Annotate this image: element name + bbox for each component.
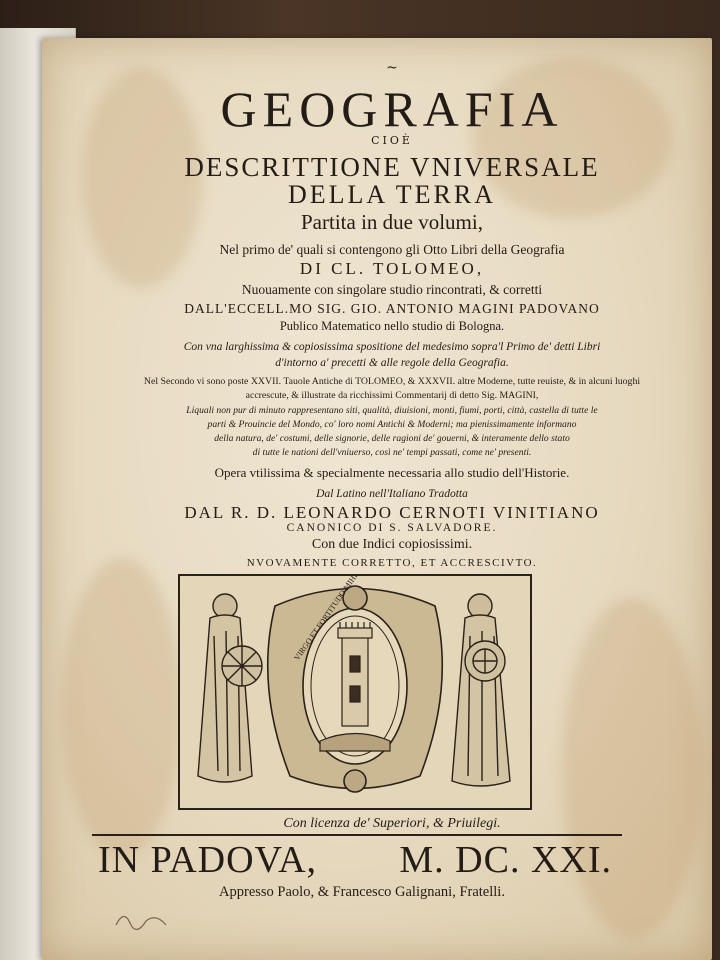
text-nel-primo: Nel primo de' quali si contengono gli Otto Libri della Geografia [219, 242, 565, 257]
imprint-printers: Appresso Paolo, & Francesco Galignani, Fratelli. [219, 884, 505, 900]
text-corretto: NVOVAMENTE CORRETTO, ET ACCRESCIVTO. [246, 557, 538, 569]
imprint-year: M. DC. XXI. [399, 839, 612, 881]
text-liquali-2: parti & Prouincie del Mondo, co' loro nomi Antichi & Moderni; ma pienissimamente informano [207, 419, 577, 430]
head-ornament: ~ [386, 60, 398, 76]
text-liquali-3: della natura, de' costumi, delle signorie, delle ragioni de' gouerni, & interamente dello stato [214, 433, 570, 444]
imprint-line [98, 838, 618, 882]
subtitle-cioe: CIOÈ [371, 134, 413, 147]
text-canonico: CANONICO DI S. SALVADORE. [286, 522, 498, 534]
text-partita: Partita in due volumi, [301, 210, 483, 234]
text-accrescute: accrescute, & illustrate da ricchissimi Commentarij di detto Sig. MAGINI, [245, 390, 539, 401]
subtitle-della-terra: DELLA TERRA [287, 180, 497, 209]
text-publico: Publico Matematico nello studio di Bologna. [279, 319, 505, 333]
cartouche-motto: VIRGO ET FORTITUDO MIHI [292, 576, 360, 663]
engraving-image [180, 576, 530, 808]
divider-rule [92, 834, 622, 836]
handwritten-signature [112, 905, 172, 935]
text-con-due: Con due Indici copiosissimi. [311, 537, 473, 552]
text-dintorno: d'intorno a' precetti & alle regole della Geografia. [275, 357, 509, 369]
printer-device-engraving [178, 574, 532, 810]
text-con-una: Con vna larghissima & copiosissima spositione del medesimo sopra'l Primo de' detti Libri [183, 341, 601, 353]
text-nuouamente: Nuouamente con singolare studio rincontrati, & corretti [241, 282, 543, 297]
stain [62, 558, 182, 858]
text-magini: DALL'ECCELL.MO SIG. GIO. ANTONIO MAGINI PADOVANO [184, 301, 600, 316]
text-liquali-4: di tutte le nationi dell'vniuerso, così ne' tempi passati, come ne' presenti. [252, 447, 532, 458]
signature-mark [112, 905, 172, 935]
text-liquali-1: Liquali non pur di minuto rappresentano siti, qualità, diuisioni, monti, fiumi, porti, città, castella di tutte le [186, 405, 598, 416]
subtitle-descrittione: DESCRITTIONE VNIVERSALE [184, 152, 600, 182]
page-title: GEOGRAFIA [220, 81, 564, 137]
text-secondo: Nel Secondo vi sono poste XXVII. Tauole Antiche di TOLOMEO, & XXXVII. altre Moderne, tutte reuiste, & in alcuni luoghi [143, 376, 641, 387]
text-dal-latino: Dal Latino nell'Italiano Tradotta [316, 488, 468, 500]
text-translator: DAL R. D. LEONARDO CERNOTI VINITIANO [184, 503, 600, 522]
text-tolomeo: DI CL. TOLOMEO, [299, 259, 485, 278]
text-licenza: Con licenza de' Superiori, & Priuilegi. [283, 816, 501, 831]
imprint-place: IN PADOVA, [98, 839, 318, 881]
text-opera: Opera vtilissima & specialmente necessaria allo studio dell'Historie. [214, 465, 570, 480]
